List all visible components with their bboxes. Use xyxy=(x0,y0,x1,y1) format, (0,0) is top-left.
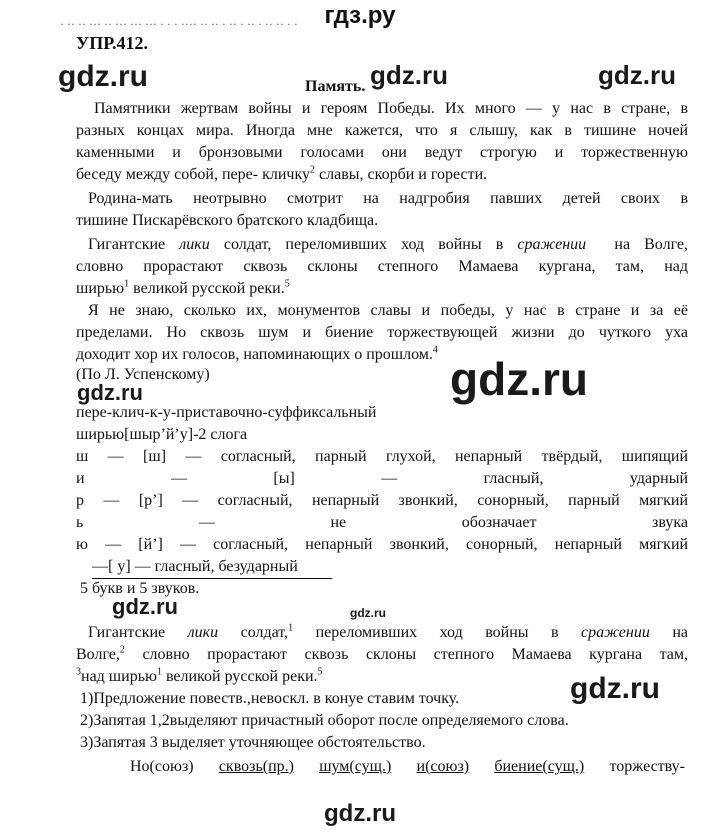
watermark-2: gdz.ru xyxy=(370,60,448,90)
text-line: Родина-мать неотрывно смотрит на надгробия павших детей своих в xyxy=(88,190,688,207)
source-line: (По Л. Успенскому) xyxy=(76,366,210,383)
note-2: 2)Запятая 1,2выделяют причастный оборот после определяемого слова. xyxy=(80,712,569,729)
watermark-5: gdz.ru xyxy=(112,594,178,619)
watermark-1: gdz.ru xyxy=(58,60,148,93)
phon-row: ь — не обозначает звука xyxy=(76,514,689,531)
exercise-label: УПР.412. xyxy=(76,33,148,53)
watermark-big: gdz.ru xyxy=(450,353,588,405)
text-line: Гигантские лики солдат,$^1$ переломивших ход войны в сражении на xyxy=(88,622,688,641)
text-line: $^3$над ширью$^1$ великой русской реки.$^5$ xyxy=(76,666,323,685)
phon-row: р — [р’] — согласный, непарный звонкий, сонорный, парный мягкий xyxy=(76,492,689,509)
phonetic-heading: ширью[шыр’й’у]-2 слога xyxy=(76,426,248,443)
text-line: Гигантские лики солдат, переломивших ход войны в сражении на Волге, xyxy=(88,236,689,253)
morph-analysis: пере-клич-к-у-приставочно-суффиксальный xyxy=(76,404,377,421)
text-line: каменными и бронзовыми голосами они ведут строгую и торжественную xyxy=(76,144,688,161)
watermark-6: gdz.ru xyxy=(350,606,386,620)
text-line: Я не знаю, сколько их, монументов славы и победы, у нас в стране и за её xyxy=(88,302,688,319)
text-line: разных концах мира. Иногда мне кажется, что я слышу, как в тишине ночей xyxy=(76,122,688,139)
cut-off-line: · ·· ·· ··· ·· ··· ··· ··· · · · ···· ·· ·· · ·· · ·· · ·· ·· · · xyxy=(60,17,298,31)
text-line: доходит хор их голосов, напоминающих о прошлом.$^4$ xyxy=(76,344,438,363)
text-line: словно прорастают сквозь склоны степного Мамаева кургана, там, над xyxy=(76,258,688,275)
text-line: Волге,$^2$ словно прорастают сквозь склоны степного Мамаева кургана там, xyxy=(76,644,688,663)
phon-row: —[ у] — гласный, безударный xyxy=(92,556,332,579)
text-line: тишине Пискарёвского братского кладбища. xyxy=(76,212,379,229)
text-line: ширью$^1$ великой русской реки.$^5$ xyxy=(76,278,290,297)
letter-count: 5 букв и 5 звуков. xyxy=(80,580,200,597)
text-title: Память. xyxy=(305,78,366,95)
watermark-3: gdz.ru xyxy=(598,60,676,90)
phon-row: и — [ы] — гласный, ударный xyxy=(76,470,688,487)
note-1: 1)Предложение повеств.,невоскл. в конуе ставим точку. xyxy=(80,690,460,707)
phon-row: ш — [ш] — согласный, парный глухой, непарный твёрдый, шипящий xyxy=(76,448,689,465)
text-line: Памятники жертвам войны и героям Победы. Их много — у нас в стране, в xyxy=(94,100,688,117)
phon-row: ю — [й’] — согласный, непарный звонкий, сонорный, непарный мягкий xyxy=(76,536,689,553)
watermark-bottom: gdz.ru xyxy=(324,800,396,827)
text-line: пределами. Но сквозь шум и биение торжествующей жизни до чуткого уха xyxy=(76,324,688,341)
parse-line: Но(союз) сквозь(пр.) шум(сущ.) и(союз) биение(сущ.) торжеству- xyxy=(130,758,686,775)
text-line: беседу между собой, пере- кличку$^2$ славы, скорби и горести. xyxy=(76,164,488,183)
watermark-4: gdz.ru xyxy=(77,380,143,405)
watermark-7: gdz.ru xyxy=(570,672,660,705)
note-3: 3)Запятая 3 выделяет уточняющее обстоятельство. xyxy=(80,734,426,751)
site-header: гдз.ру xyxy=(324,2,396,29)
